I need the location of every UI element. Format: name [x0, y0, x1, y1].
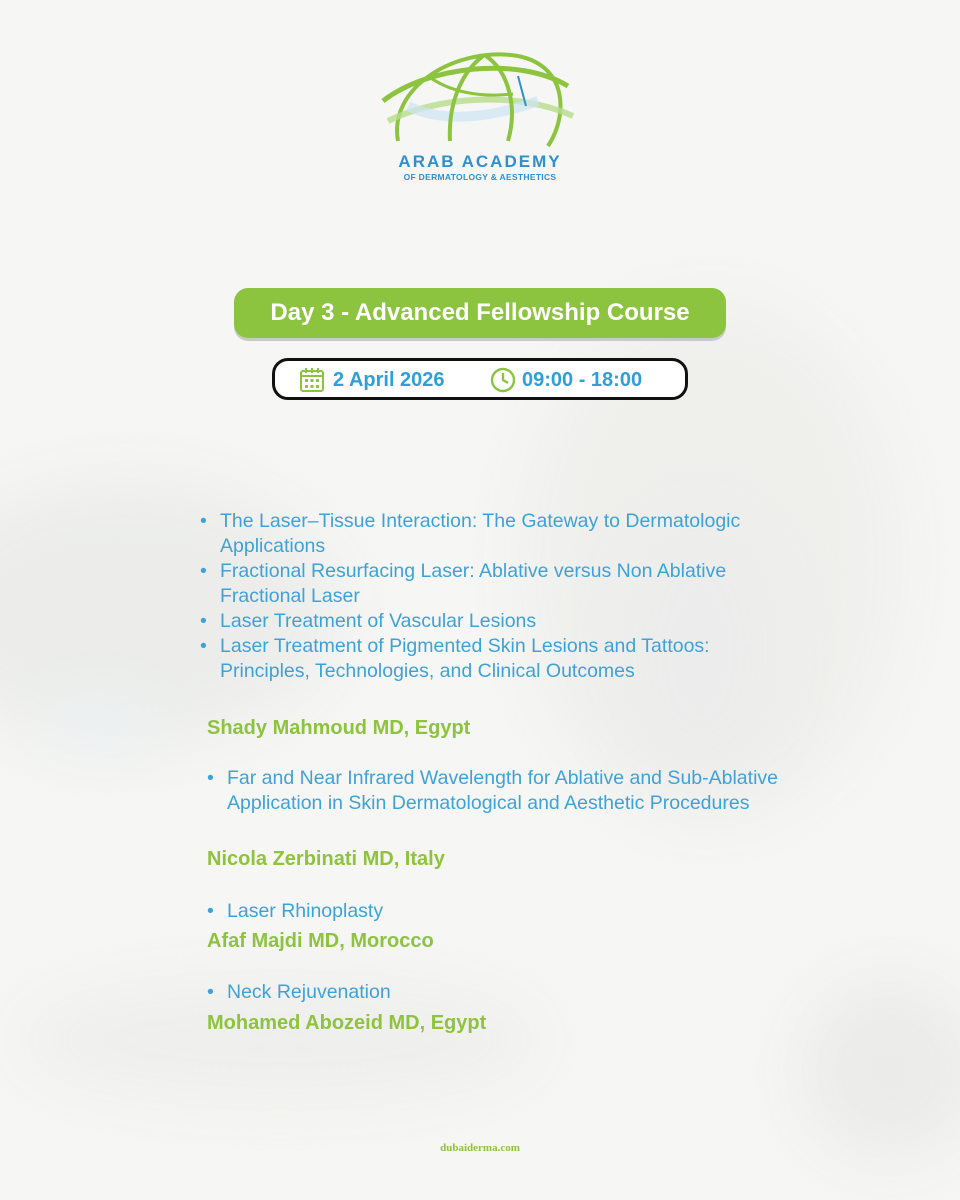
background-blur: [800, 980, 960, 1160]
speaker-name: Mohamed Abozeid MD, Egypt: [207, 1012, 487, 1034]
topic-item: • Laser Treatment of Pigmented Skin Lesions and Tattoos: Principles, Technologies, and Clinical Outcomes: [200, 634, 760, 684]
session-topics: [207, 980, 767, 1005]
session-topics: [207, 766, 787, 816]
topic-item: • The Laser–Tissue Interaction: The Gateway to Dermatologic Applications: [200, 509, 760, 559]
speaker-name: Afaf Majdi MD, Morocco: [207, 930, 434, 952]
speaker-name: Shady Mahmoud MD, Egypt: [207, 717, 471, 739]
calendar-icon: [299, 367, 325, 393]
globe-logo-icon: [368, 46, 592, 156]
logo-subtitle: OF DERMATOLOGY & AESTHETICS: [403, 172, 557, 182]
event-time: 09:00 - 18:00: [522, 369, 643, 391]
academy-logo: [368, 46, 592, 196]
website-url: dubaiderma.com: [440, 1142, 520, 1154]
session-topics: [200, 509, 760, 684]
topic-item: • Neck Rejuvenation: [207, 980, 767, 1005]
session-topics: [207, 899, 767, 924]
logo-title: ARAB ACADEMY: [398, 152, 562, 171]
background-blur: [40, 700, 160, 740]
speaker-name: Nicola Zerbinati MD, Italy: [207, 848, 445, 870]
day-title-banner: Day 3 - Advanced Fellowship Course: [234, 288, 726, 338]
event-date: 2 April 2026: [333, 369, 445, 391]
topic-item: • Fractional Resurfacing Laser: Ablative versus Non Ablative Fractional Laser: [200, 559, 760, 609]
date-time-box: [272, 358, 688, 400]
topic-item: • Laser Treatment of Vascular Lesions: [200, 609, 760, 634]
topic-item: • Laser Rhinoplasty: [207, 899, 767, 924]
clock-icon: [490, 367, 516, 393]
topic-item: • Far and Near Infrared Wavelength for Ablative and Sub-Ablative Application in Skin Dermatological and Aesthetic Procedures: [207, 766, 787, 816]
